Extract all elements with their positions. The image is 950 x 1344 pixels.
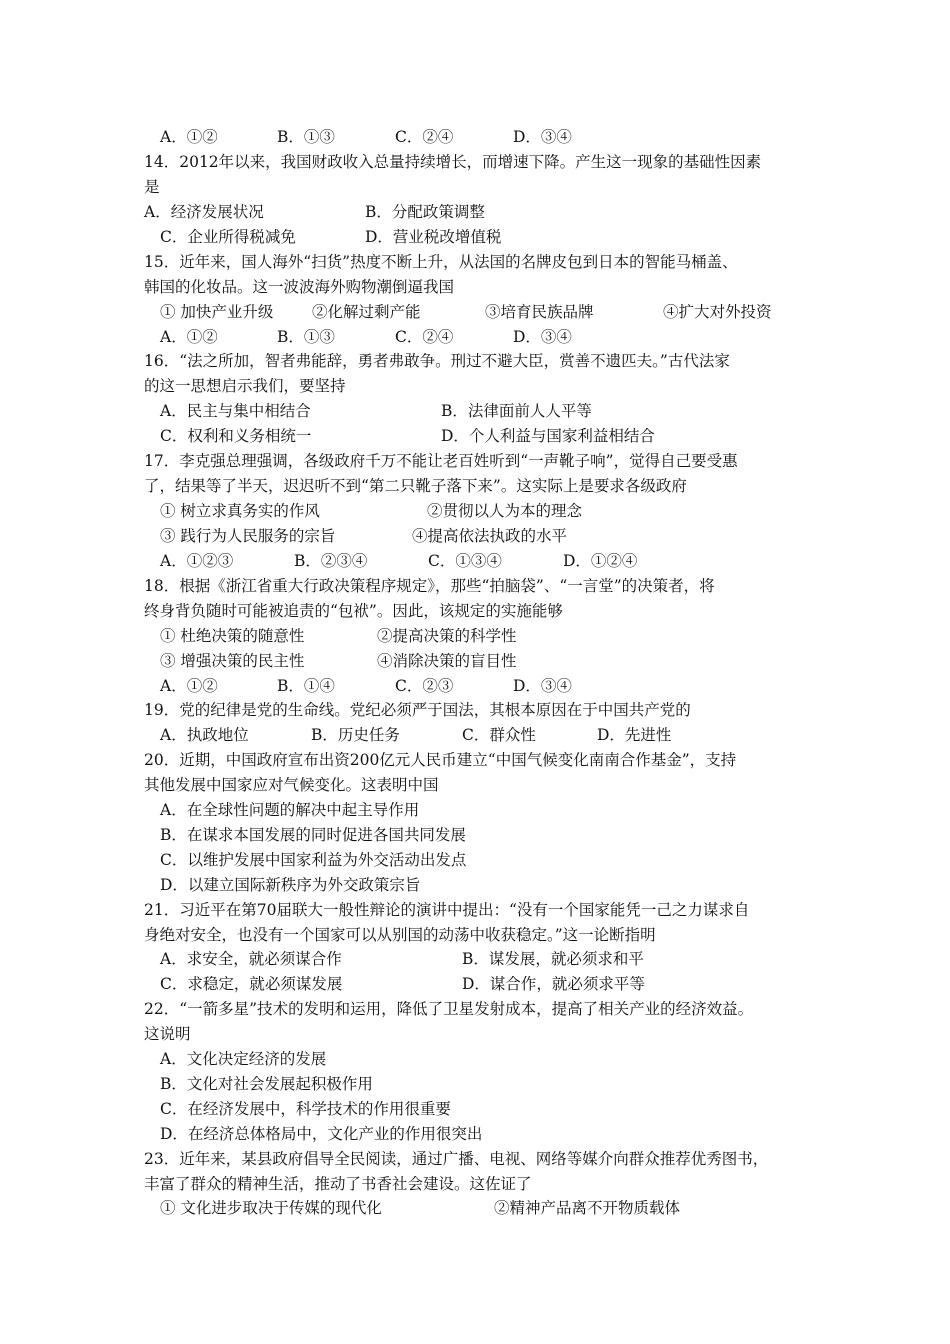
- q18-item-1: ① 杜绝决策的随意性: [160, 627, 305, 645]
- q20-stem-line-2: 其他发展中国家应对气候变化。这表明中国: [144, 776, 439, 794]
- q15-item-1: ① 加快产业升级: [160, 303, 274, 321]
- q17-item-1: ① 树立求真务实的作风: [160, 502, 320, 520]
- q14-option-a: A．经济发展状况: [144, 203, 264, 221]
- q22-option-b: B．文化对社会发展起积极作用: [160, 1075, 373, 1093]
- q18-option-b: B．①④: [277, 677, 335, 695]
- q15-item-3: ③培育民族品牌: [485, 303, 594, 321]
- q14-option-b: B．分配政策调整: [365, 203, 485, 221]
- q17-option-a: A．①②③: [160, 552, 234, 570]
- q17-option-d: D．①②④: [563, 552, 638, 570]
- q17-item-4: ④提高依法执政的水平: [412, 527, 568, 545]
- q18-option-d: D．③④: [513, 677, 572, 695]
- q21-stem-line-1: 21．习近平在第70届联大一般性辩论的演讲中提出：“没有一个国家能凭一己之力谋求自: [144, 901, 750, 919]
- q15-item-2: ②化解过剩产能: [312, 303, 421, 321]
- q15-option-d: D．③④: [513, 328, 572, 346]
- q21-option-b: B．谋发展，就必须求和平: [462, 950, 644, 968]
- q14-stem-line-2: 是: [144, 178, 160, 196]
- q15-stem-line-1: 15．近年来，国人海外“扫货”热度不断上升，从法国的名牌皮包到日本的智能马桶盖、: [144, 253, 738, 271]
- q20-option-b: B．在谋求本国发展的同时促进各国共同发展: [160, 826, 466, 844]
- q15-option-c: C．②④: [395, 328, 454, 346]
- q21-option-c: C．求稳定，就必须谋发展: [160, 975, 343, 993]
- q15-option-a: A．①②: [160, 328, 218, 346]
- q13-option-a: A．①②: [160, 128, 218, 146]
- q17-stem-line-2: 了，结果等了半天，迟迟听不到“第二只靴子落下来”。这实际上是要求各级政府: [144, 477, 687, 495]
- q22-option-a: A．文化决定经济的发展: [160, 1050, 327, 1068]
- q15-option-b: B．①③: [277, 328, 335, 346]
- q14-option-c: C．企业所得税减免: [160, 228, 296, 246]
- q19-option-d: D．先进性: [597, 726, 672, 744]
- q21-stem-line-2: 身绝对安全，也没有一个国家可以从别国的动荡中收获稳定。”这一论断指明: [144, 926, 656, 944]
- q17-option-c: C．①③④: [428, 552, 502, 570]
- q14-option-d: D．营业税改增值税: [365, 228, 502, 246]
- q16-option-a: A．民主与集中相结合: [160, 402, 311, 420]
- q22-option-c: C．在经济发展中，科学技术的作用很重要: [160, 1100, 451, 1118]
- q19-option-a: A．执政地位: [160, 726, 249, 744]
- q16-option-d: D．个人利益与国家利益相结合: [441, 427, 655, 445]
- q23-stem-line-1: 23．近年来，某县政府倡导全民阅读，通过广播、电视、网络等媒介向群众推荐优秀图书，: [144, 1150, 769, 1168]
- q14-stem-line-1: 14．2012年以来，我国财政收入总量持续增长，而增速下降。产生这一现象的基础性因素: [144, 153, 762, 171]
- q20-option-c: C．以维护发展中国家利益为外交活动出发点: [160, 851, 467, 869]
- q22-option-d: D．在经济总体格局中，文化产业的作用很突出: [160, 1125, 483, 1143]
- q16-stem-line-2: 的这一思想启示我们，要坚持: [144, 377, 346, 395]
- q21-option-d: D．谋合作，就必须求平等: [462, 975, 645, 993]
- q22-stem-line-1: 22．“一箭多星”技术的发明和运用，降低了卫星发射成本，提高了相关产业的经济效益。: [144, 1000, 754, 1018]
- q13-option-b: B．①③: [277, 128, 335, 146]
- q18-option-a: A．①②: [160, 677, 218, 695]
- q18-option-c: C．②③: [395, 677, 454, 695]
- q17-item-3: ③ 践行为人民服务的宗旨: [160, 527, 336, 545]
- q17-item-2: ②贯彻以人为本的理念: [427, 502, 583, 520]
- q18-item-3: ③ 增强决策的民主性: [160, 652, 305, 670]
- q23-item-2: ②精神产品离不开物质载体: [494, 1199, 681, 1217]
- q16-option-b: B．法律面前人人平等: [441, 402, 592, 420]
- q19-option-b: B．历史任务: [311, 726, 400, 744]
- q17-stem-line-1: 17．李克强总理强调，各级政府千万不能让老百姓听到“一声靴子响”，觉得自己要受惠: [144, 452, 738, 470]
- q23-stem-line-2: 丰富了群众的精神生活，推动了书香社会建设。这佐证了: [144, 1175, 532, 1193]
- q15-item-4: ④扩大对外投资: [663, 303, 772, 321]
- q18-item-2: ②提高决策的科学性: [377, 627, 517, 645]
- q23-item-1: ① 文化进步取决于传媒的现代化: [160, 1199, 382, 1217]
- q22-stem-line-2: 这说明: [144, 1025, 191, 1043]
- q18-item-4: ④消除决策的盲目性: [377, 652, 517, 670]
- q21-option-a: A．求安全，就必须谋合作: [160, 950, 342, 968]
- q20-option-d: D．以建立国际新秩序为外交政策宗旨: [160, 876, 421, 894]
- q18-stem-line-2: 终身背负随时可能被追责的“包袱”。因此，该规定的实施能够: [144, 602, 563, 620]
- q16-stem-line-1: 16．“法之所加，智者弗能辞，勇者弗敢争。刑过不避大臣，赏善不遗匹夫。”古代法家: [144, 352, 730, 370]
- q20-option-a: A．在全球性问题的解决中起主导作用: [160, 801, 420, 819]
- q13-option-d: D．③④: [513, 128, 572, 146]
- q19-stem-line-1: 19．党的纪律是党的生命线。党纪必须严于国法，其根本原因在于中国共产党的: [144, 701, 691, 719]
- q13-option-c: C．②④: [395, 128, 454, 146]
- q19-option-c: C．群众性: [462, 726, 536, 744]
- q20-stem-line-1: 20．近期，中国政府宣布出资200亿元人民币建立“中国气候变化南南合作基金”，支持: [144, 751, 737, 769]
- q15-stem-line-2: 韩国的化妆品。这一波波海外购物潮倒逼我国: [144, 278, 455, 296]
- q17-option-b: B．②③④: [294, 552, 368, 570]
- q16-option-c: C．权利和义务相统一: [160, 427, 312, 445]
- q18-stem-line-1: 18．根据《浙江省重大行政决策程序规定》，那些“拍脑袋”、“一言堂”的决策者，将: [144, 577, 715, 595]
